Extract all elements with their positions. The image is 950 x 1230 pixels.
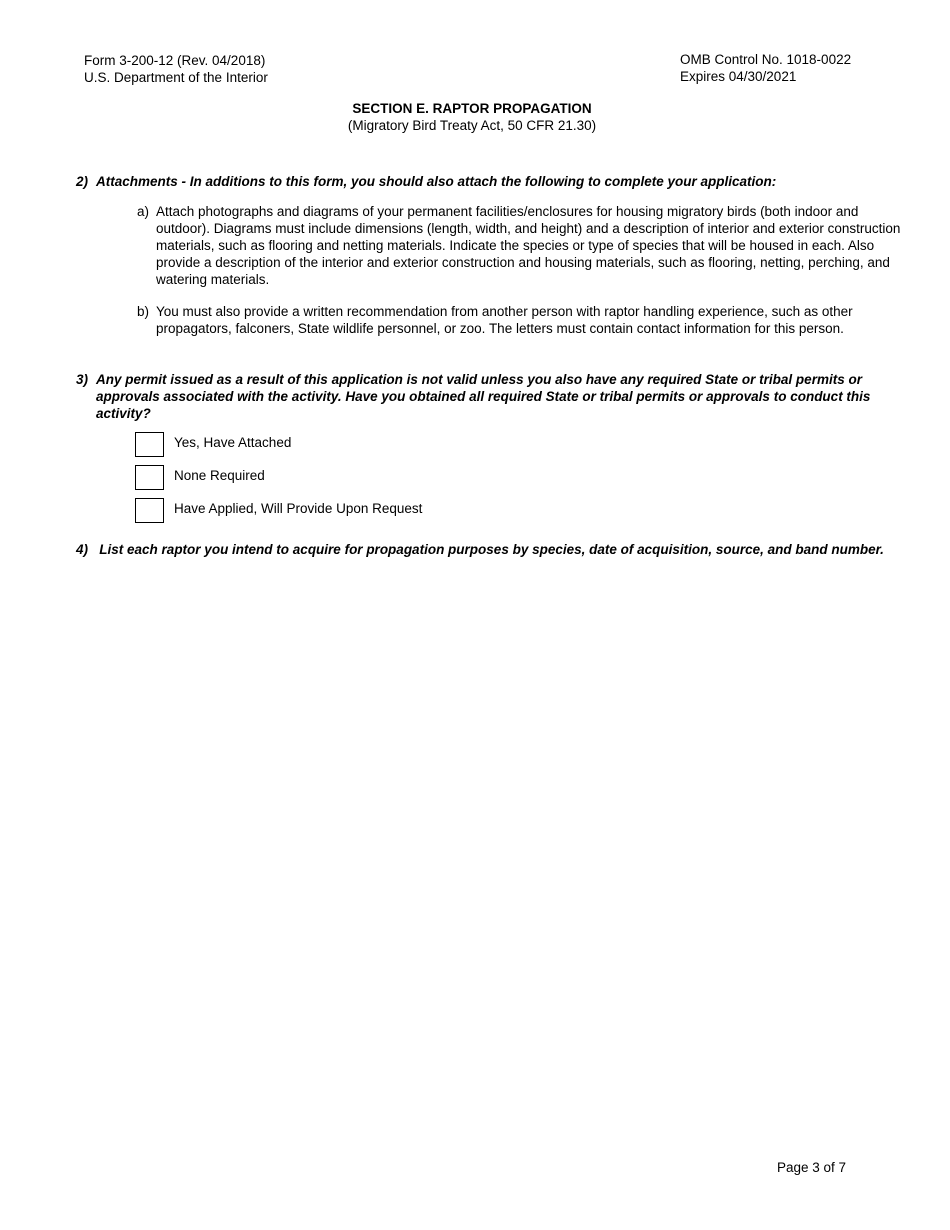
option-label: None Required bbox=[174, 468, 265, 483]
question-2-text: Attachments - In additions to this form, you should also attach the following to complete your application: bbox=[96, 174, 777, 189]
attachment-item-b bbox=[137, 303, 913, 337]
checkbox-none-required[interactable] bbox=[135, 465, 164, 490]
item-label: b) bbox=[137, 304, 150, 319]
option-label: Have Applied, Will Provide Upon Request bbox=[174, 501, 423, 516]
item-text: You must also provide a written recommendation from another person with raptor handling experience, such as other propagators, falconers, State wildlife personnel, or zoo. The letters must contain contact information for this person. bbox=[156, 304, 853, 336]
option-label: Yes, Have Attached bbox=[174, 435, 292, 450]
expiration-date: Expires 04/30/2021 bbox=[680, 69, 797, 84]
checkbox-yes-have-attached[interactable] bbox=[135, 432, 164, 457]
checkbox-have-applied[interactable] bbox=[135, 498, 164, 523]
form-number: Form 3-200-12 (Rev. 04/2018) bbox=[84, 53, 266, 68]
omb-control-number: OMB Control No. 1018-0022 bbox=[680, 52, 852, 67]
option-none-required[interactable] bbox=[135, 465, 265, 490]
option-yes-have-attached[interactable] bbox=[135, 432, 291, 457]
section-title: SECTION E. RAPTOR PROPAGATION bbox=[352, 101, 592, 116]
question-3-number: 3) bbox=[76, 372, 89, 387]
attachment-item-a bbox=[137, 203, 913, 288]
omb-info bbox=[680, 51, 851, 85]
item-label: a) bbox=[137, 204, 150, 219]
question-4 bbox=[76, 541, 896, 558]
section-heading bbox=[0, 100, 944, 134]
question-4-number: 4) bbox=[76, 542, 89, 557]
question-2 bbox=[76, 173, 936, 190]
page-number: Page 3 of 7 bbox=[777, 1160, 847, 1175]
question-2-number: 2) bbox=[76, 174, 89, 189]
item-text: Attach photographs and diagrams of your permanent facilities/enclosures for housing migratory birds (both indoor and outdoor). Diagrams must include dimensions (length, width, and height) and a description of interior and exterior construction materials, such as flooring and netting materials. Indicate the species or type of species that will be housed in each. Also provide a description of the interior and exterior construction and housing materials, such as flooring, netting, perching, and watering materials. bbox=[156, 204, 901, 287]
question-3 bbox=[76, 371, 926, 422]
question-4-text: List each raptor you intend to acquire for propagation purposes by species, date of acquisition, source, and band number. bbox=[99, 542, 884, 557]
form-identification bbox=[84, 52, 268, 86]
section-subtitle: (Migratory Bird Treaty Act, 50 CFR 21.30) bbox=[347, 118, 597, 133]
question-3-text: Any permit issued as a result of this application is not valid unless you also have any required State or tribal permits or approvals associated with the activity. Have you obtained all required State or tribal permits or approvals to conduct this activity? bbox=[96, 372, 871, 421]
option-have-applied[interactable] bbox=[135, 498, 422, 523]
department-name: U.S. Department of the Interior bbox=[84, 70, 268, 85]
